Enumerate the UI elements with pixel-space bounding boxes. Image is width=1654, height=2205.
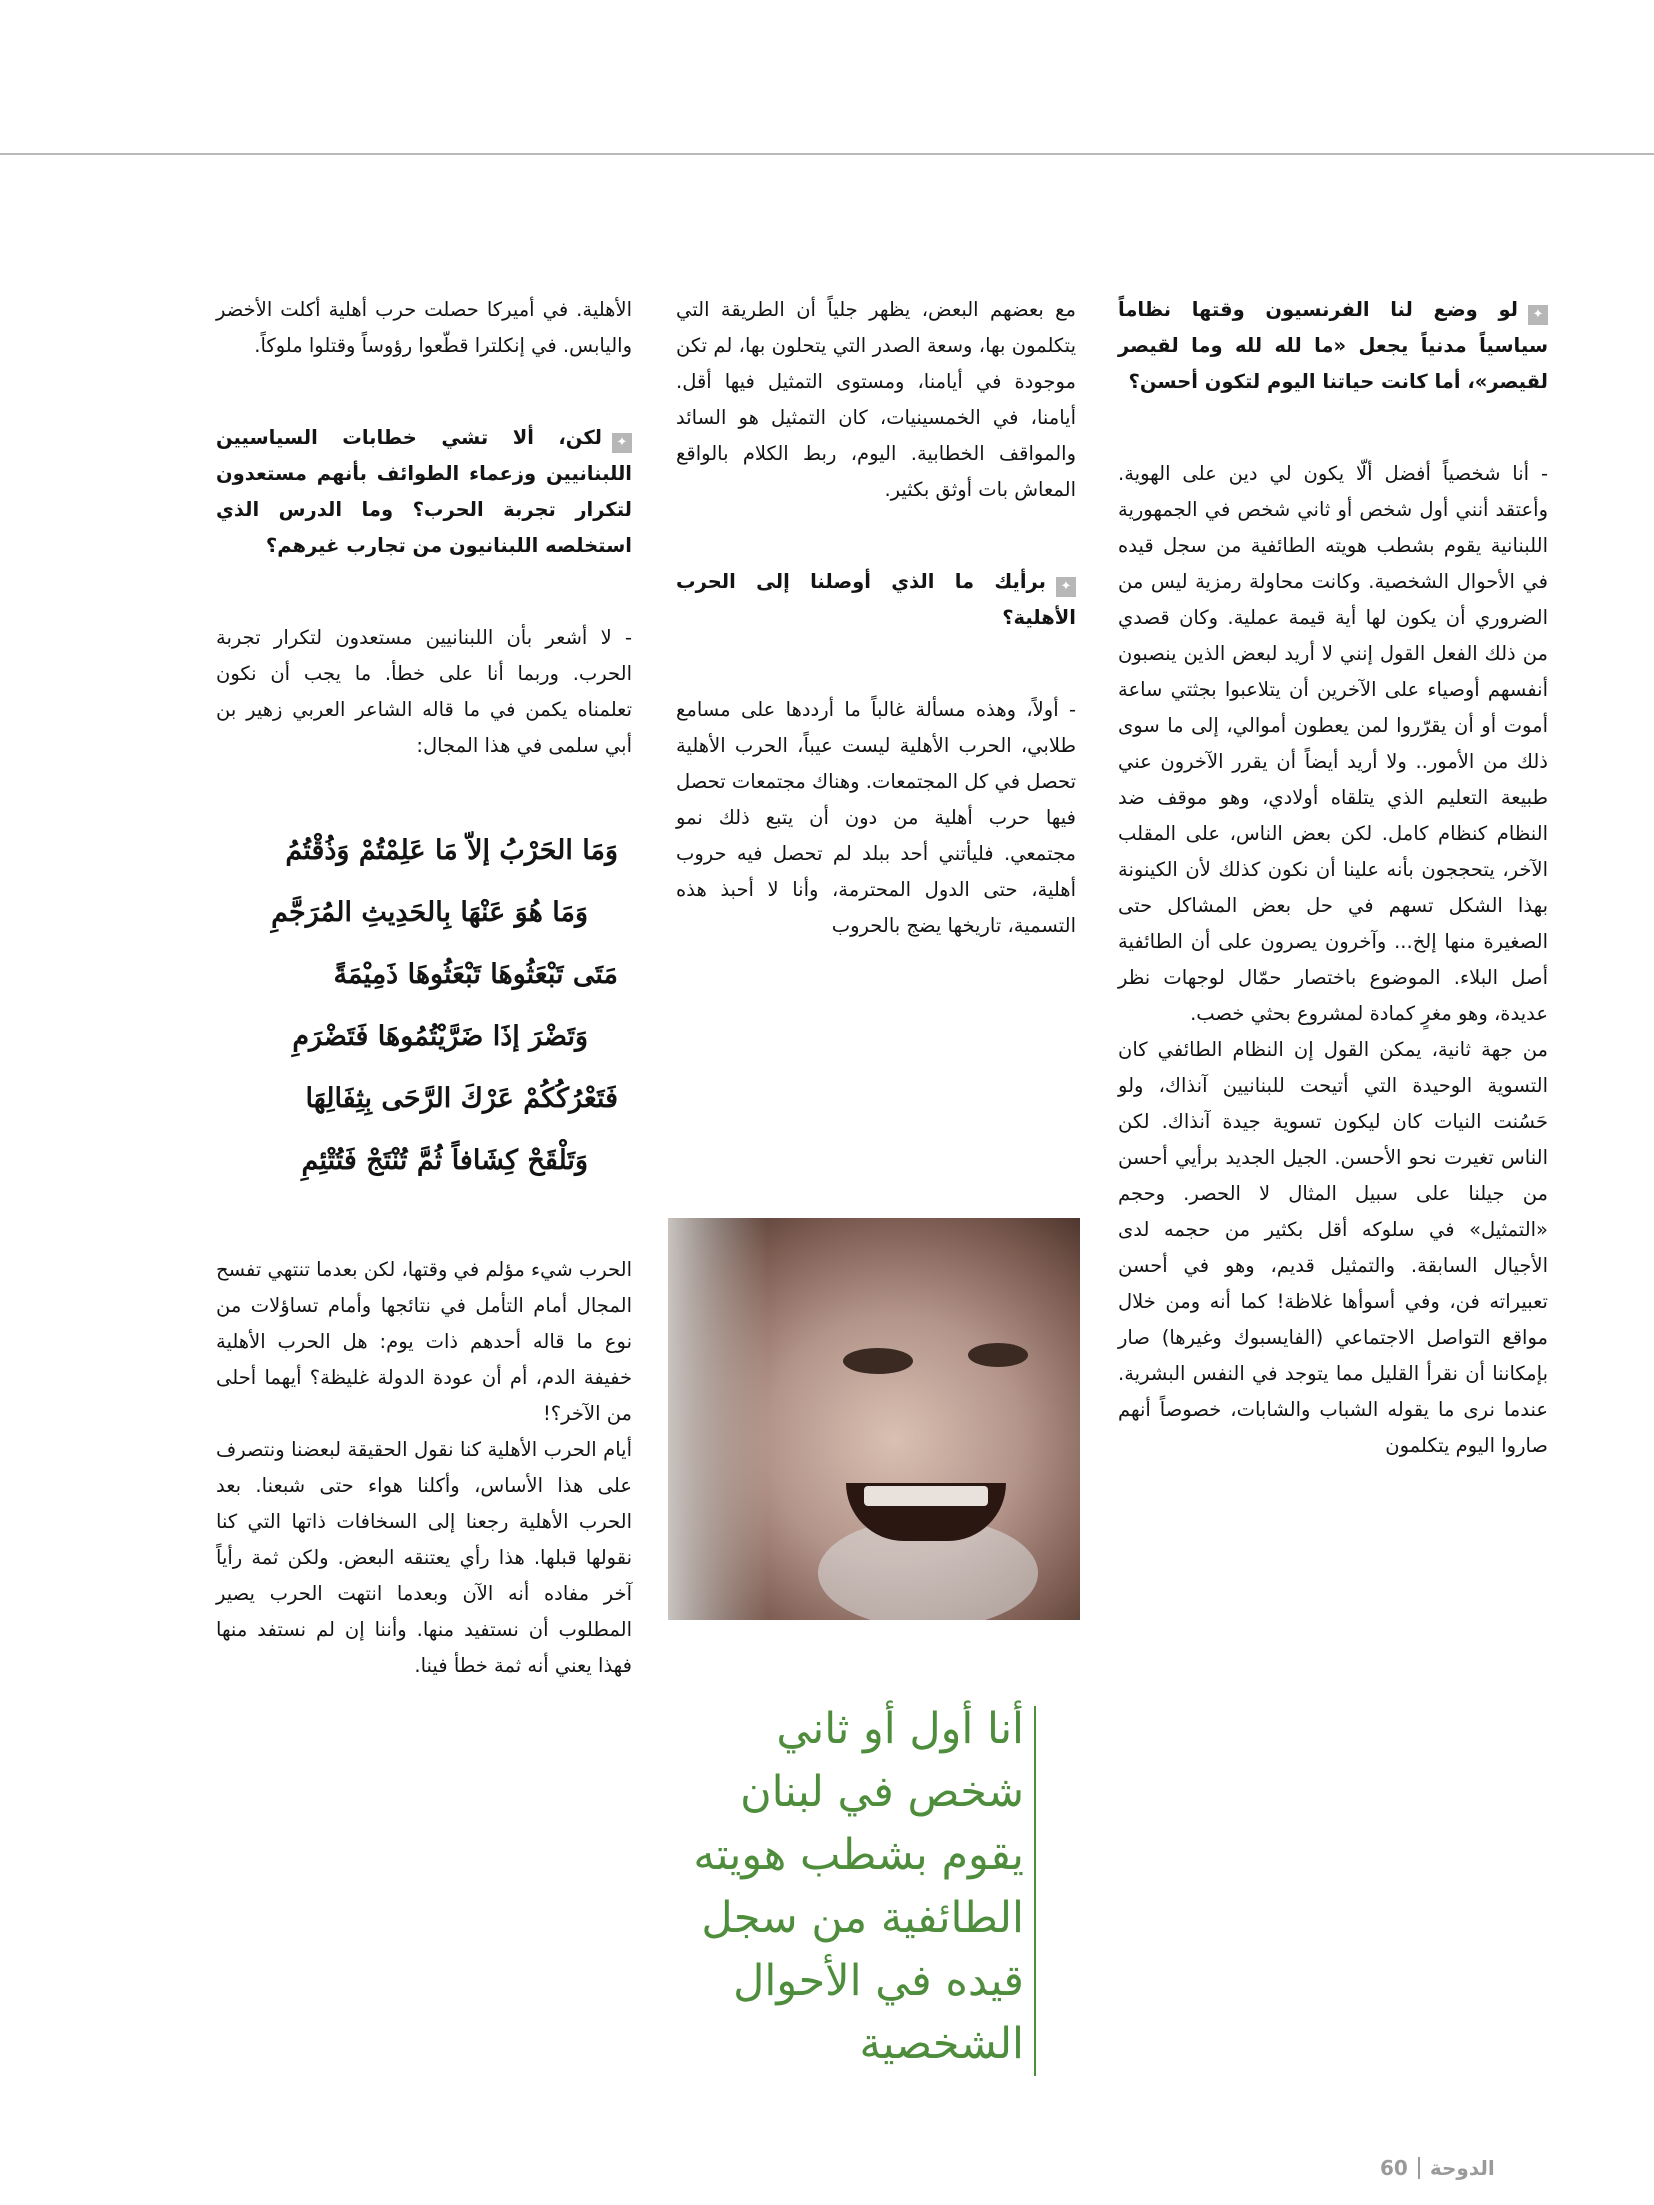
interview-question (1118, 292, 1548, 400)
magazine-name: الدوحة (1429, 2156, 1495, 2180)
interview-question (676, 564, 1076, 636)
answer-paragraph: الأهلية. في أميركا حصلت حرب أهلية أكلت الأخضر واليابس. في إنكلترا قطّعوا رؤوساً وقتلوا ملوكاً. (216, 298, 632, 357)
question-text: برأيك ما الذي أوصلنا إلى الحرب الأهلية؟ (676, 570, 1076, 629)
article-column-middle (676, 292, 1076, 944)
poem-line: وَتَلْقَحْ كِشَافاً ثُمَّ تُنْتَجْ فَتُتْئِمِ (301, 1145, 588, 1176)
article-column-left (216, 292, 632, 1684)
page-footer (1380, 2156, 1495, 2180)
question-text: لو وضع لنا الفرنسيون وقتها نظاماً سياسياً مدنياً يجعل «ما لله لله وما لقيصر لقيصر»، أما كانت حياتنا اليوم لتكون أحسن؟ (1118, 298, 1548, 393)
poem-line: وَمَا هُوَ عَنْهَا بِالحَدِيثِ المُرَجَّمِ (271, 897, 588, 928)
answer-paragraph: - أولاً، وهذه مسألة غالباً ما أرددها على مسامع طلابي، الحرب الأهلية ليست عيباً، الحرب الأهلية تحصل في كل المجتمعات. وهناك مجتمعات تحصل فيها حرب أهلية من دون أن يتبع ذلك نمو مجتمعي. فليأتني أحد ببلد لم تحصل فيه حروب أهلية، حتى الدول المحترمة، وأنا لا أحبذ هذه التسمية، تاريخها يضج بالحروب (676, 698, 1076, 937)
poem-verses (216, 820, 632, 1192)
poem-line: وَمَا الحَرْبُ إلاّ مَا عَلِمْتُمْ وَذُقْتُمُ (285, 835, 618, 866)
answer-paragraph: أيام الحرب الأهلية كنا نقول الحقيقة لبعضنا ونتصرف على هذا الأساس، وأكلنا هواء حتى شبعنا. بعد الحرب الأهلية رجعنا إلى السخافات ذاتها التي كنا نقولها قبلها. هذا رأي يعتنقه البعض. ولكن ثمة رأياً آخر مفاده أنه الآن وبعدما انتهت الحرب يصير المطلوب أن نستفيد منها. وأننا إن لم نستفد منها فهذا يعني أنه ثمة خطأ فينا. (216, 1438, 632, 1677)
answer-paragraph: من جهة ثانية، يمكن القول إن النظام الطائفي كان التسوية الوحيدة التي أتيحت للبنانيين آنذاك، ولو حَسُنت النيات كان ليكون تسوية جيدة آنذاك. لكن الناس تغيرت نحو الأحسن. الجيل الجديد برأيي أحسن من جيلنا على سبيل المثال لا الحصر. وحجم «التمثيل» في سلوكه أقل بكثير من حجمه لدى الأجيال السابقة. والتمثيل قديم، وهو في أحسن تعبيراته فن، وفي أسوأها غلاظة! كما أنه ومن خلال مواقع التواصل الاجتماعي (الفايسبوك وغيرها) صار بإمكاننا أن نقرأ القليل مما يتوجد في النفس البشرية. عندما نرى ما يقوله الشباب والشابات، خصوصاً أنهم صاروا اليوم يتكلمون (1118, 1038, 1548, 1457)
answer-paragraph: الحرب شيء مؤلم في وقتها، لكن بعدما تنتهي تفسح المجال أمام التأمل في نتائجها وأمام تساؤلات من نوع ما قاله أحدهم ذات يوم: هل الحرب الأهلية خفيفة الدم، أم أن عودة الدولة غليظة؟ أيهما أحلى من الآخر؟! (216, 1258, 632, 1425)
answer-paragraph: مع بعضهم البعض، يظهر جلياً أن الطريقة التي يتكلمون بها، وسعة الصدر التي يتحلون بها، لم تكن موجودة في أيامنا، ومستوى التمثيل فيها أقل. أيامنا، في الخمسينيات، كان التمثيل هو السائد والمواقف الخطابية. اليوم، ربط الكلام بالواقع المعاش بات أوثق بكثير. (676, 298, 1076, 501)
answer-paragraph: - لا أشعر بأن اللبنانيين مستعدون لتكرار تجربة الحرب. وربما أنا على خطأ. ما يجب أن نكون تعلمناه يكمن في ما قاله الشاعر العربي زهير بن أبي سلمى في هذا المجال: (216, 626, 632, 757)
page-number: 60 (1380, 2156, 1408, 2180)
poem-line: مَتَى تَبْعَثُوهَا تَبْعَثُوهَا ذَمِيْمَةً (333, 959, 618, 990)
question-marker-icon: ✦ (1056, 577, 1076, 597)
pull-quote: أنا أول أو ثاني شخص في لبنان يقوم بشطب هويته الطائفية من سجل قيده في الأحوال الشخصية (693, 1704, 1024, 2069)
question-marker-icon: ✦ (1528, 305, 1548, 325)
article-column-right (1118, 292, 1548, 1464)
poem-line: فَتَعْرُكُكُمْ عَرْكَ الرَّحَى بِثِفَالِهَا (305, 1083, 618, 1114)
question-text: لكن، ألا تشي خطابات السياسيين اللبنانيين وزعماء الطوائف بأنهم مستعدون لتكرار تجربة الحرب؟ وما الدرس الذي استخلصه اللبنانيون من تجارب غيرهم؟ (216, 426, 632, 557)
footer-divider (1418, 2157, 1420, 2179)
answer-paragraph: - أنا شخصياً أفضل ألّا يكون لي دين على الهوية. وأعتقد أنني أول شخص أو ثاني شخص في الجمهورية اللبنانية يقوم بشطب هويته الطائفية من سجل قيده في الأحوال الشخصية. وكانت محاولة رمزية ليس من الضروري أن يكون لها أية قيمة عملية. وكان قصدي من ذلك الفعل القول إنني لا أريد لبعض الذين ينصبون أنفسهم أوصياء على الآخرين أن يتلاعبوا بجثتي ساعة أموت أو أن يقرّروا لمن يعطون أموالي، إلى ما سوى ذلك من الأمور.. ولا أريد أيضاً أن يقرر الآخرون عني طبيعة التعليم الذي يتلقاه أولادي، وهو موقف ضد النظام كنظام كامل. لكن بعض الناس، على المقلب الآخر، يتحججون بأنه علينا أن نكون كذلك لأن الكينونة بهذا الشكل تسهم في حل بعض المشاكل حتى الصغيرة منها إلخ... وآخرون يصرون على أن الطائفية أصل البلاء. الموضوع باختصار حمّال لوجهات نظر عديدة، وهو مغرٍ كمادة لمشروع بحثي خصب. (1118, 462, 1548, 1025)
top-rule (0, 153, 1654, 155)
poem-line: وَتَضْرَ إذَا ضَرَّيْتُمُوهَا فَتَضْرَمِ (292, 1021, 588, 1052)
question-marker-icon: ✦ (612, 433, 632, 453)
interview-question (216, 420, 632, 564)
pull-quote-rule (1034, 1706, 1036, 2076)
portrait-photo (668, 1218, 1080, 1620)
